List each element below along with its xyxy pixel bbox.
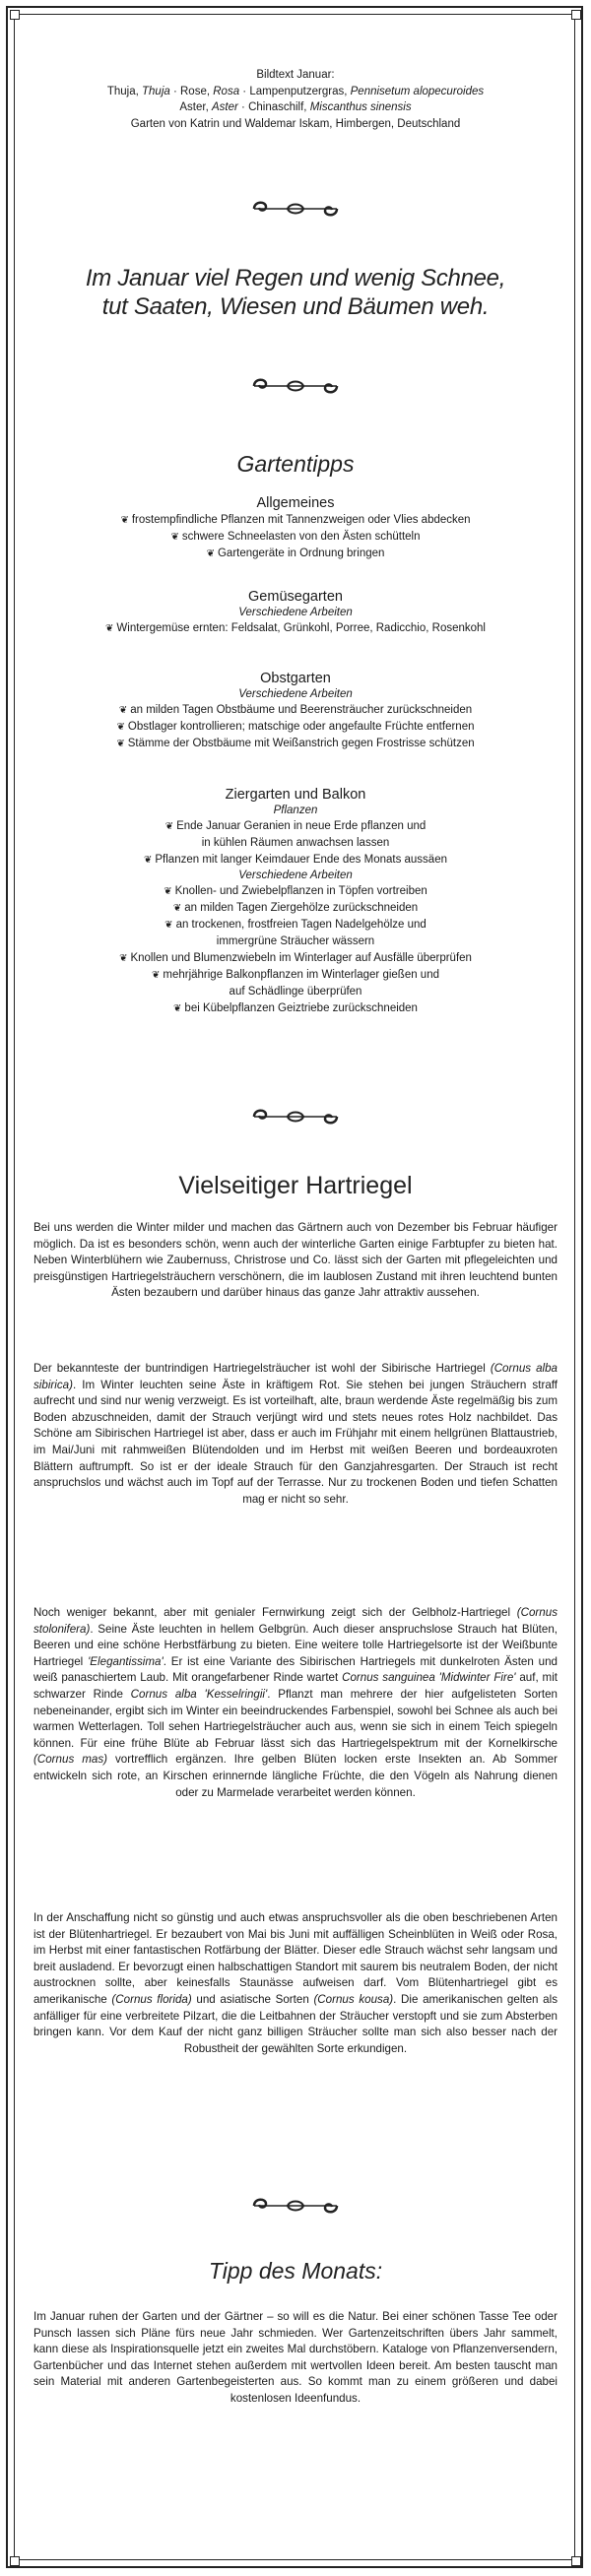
tip-text: Obstlager kontrollieren; matschige oder angefaulte Früchte entfernen bbox=[127, 721, 475, 733]
italic-text: Pennisetum alopecuroides bbox=[350, 85, 485, 97]
text-run: · Lampenputzergras, bbox=[239, 85, 351, 97]
caption-credit: Garten von Katrin und Waldemar Iskam, Himbergen, Deutschland bbox=[130, 117, 461, 130]
tip-list-item bbox=[24, 934, 567, 950]
proverb-line-2: tut Saaten, Wiesen und Bäumen weh. bbox=[101, 293, 490, 320]
tip-text: Knollen- und Zwiebelpflanzen in Töpfen vortreiben bbox=[174, 885, 427, 897]
leaf-bullet-icon: ❦ bbox=[119, 953, 128, 964]
tip-list-item bbox=[24, 719, 567, 736]
tip-list-item bbox=[24, 529, 567, 546]
text-run: . Er ist eine Variante des Sibirischen Hartriegels mit dunkelroten Ästen und weiß panaschiertem Laub. Mit orangefarbener Rinde wartet bbox=[33, 1654, 558, 1685]
flourish-divider bbox=[246, 2194, 345, 2218]
article-paragraph-2 bbox=[33, 1361, 558, 1508]
tip-text: frostempfindliche Pflanzen mit Tannenzweigen oder Vlies abdecken bbox=[131, 514, 471, 526]
tip-list-item bbox=[24, 512, 567, 529]
corner-ornament bbox=[571, 10, 581, 20]
leaf-bullet-icon: ❦ bbox=[116, 722, 125, 733]
leaf-bullet-icon: ❦ bbox=[105, 623, 114, 634]
tip-list-item bbox=[24, 620, 567, 637]
tip-list-item bbox=[24, 984, 567, 1000]
section-subheading: Pflanzen bbox=[273, 805, 318, 816]
tip-list-item bbox=[24, 1000, 567, 1017]
italic-text: Cornus alba 'Kesselringii' bbox=[130, 1687, 268, 1701]
text-run: auf, mit schwarzer Rinde bbox=[33, 1671, 558, 1701]
corner-ornament bbox=[10, 2556, 20, 2566]
flourish-divider bbox=[246, 374, 345, 398]
flourish-divider bbox=[246, 1105, 345, 1128]
italic-text: (Cornus stolonifera) bbox=[33, 1606, 558, 1636]
caption-plants-line-1 bbox=[24, 84, 567, 100]
leaf-bullet-icon: ❦ bbox=[164, 886, 172, 897]
text-run: Der bekannteste der buntrindigen Hartriegelsträucher ist wohl der Sibirische Hartriegel bbox=[33, 1362, 491, 1375]
tip-list-item bbox=[24, 702, 567, 719]
tip-list-item bbox=[24, 736, 567, 752]
tip-text: in kühlen Räumen anwachsen lassen bbox=[201, 837, 390, 849]
text-run: Noch weniger bekannt, aber mit genialer Fernwirkung zeigt sich der Gelbholz-Hartriegel bbox=[33, 1606, 517, 1619]
tip-text: an milden Tagen Ziergehölze zurückschneiden bbox=[184, 902, 419, 914]
text-run: · Chinaschilf, bbox=[237, 101, 310, 113]
section-allgemeines bbox=[24, 494, 567, 562]
section-heading: Obstgarten bbox=[260, 671, 331, 686]
flourish-divider bbox=[246, 197, 345, 221]
leaf-bullet-icon: ❦ bbox=[206, 548, 215, 559]
article-paragraph-4 bbox=[33, 1910, 558, 2057]
text-run: In der Anschaffung nicht so günstig und auch etwas anspruchsvoller als die oben beschriebenen Arten ist der Blütenhartriegel. Er bezaubert von Mai bis Juni mit auffälligen Scheinblüten in Weiß oder Rosa, im Herbst mit einer fantastischen Rotfärbung der Blätter. Dieser edle Strauch wächst sehr langsam und breit ausladend. Er bevorzugt einen halbschattigen Standort mit saurem bis neutralem Boden, der nicht austrocknen sollte, aber keinesfalls Staunässe aufweisen darf. Vom Blütenhartriegel gibt es amerikanische bbox=[33, 1911, 558, 2006]
italic-text: Aster bbox=[212, 101, 238, 113]
tipp-title: Tipp des Monats: bbox=[208, 2258, 383, 2284]
italic-text: (Cornus kousa) bbox=[313, 1992, 394, 2006]
tip-text: Gartengeräte in Ordnung bringen bbox=[217, 547, 385, 559]
leaf-bullet-icon: ❦ bbox=[164, 920, 173, 931]
weather-proverb bbox=[24, 264, 567, 321]
image-caption bbox=[24, 67, 567, 132]
leaf-bullet-icon: ❦ bbox=[151, 970, 161, 981]
article-paragraph-3 bbox=[33, 1605, 558, 1801]
italic-text: (Cornus florida) bbox=[111, 1992, 192, 2006]
leaf-bullet-icon: ❦ bbox=[143, 855, 153, 866]
caption-plants-line-2 bbox=[24, 99, 567, 116]
tip-text: bei Kübelpflanzen Geiztriebe zurückschneiden bbox=[184, 1002, 418, 1014]
section-subheading: Verschiedene Arbeiten bbox=[238, 869, 353, 881]
section-heading: Ziergarten und Balkon bbox=[225, 787, 366, 803]
tipp-text: Im Januar ruhen der Garten und der Gärtner – so will es die Natur. Bei einer schönen Tasse Tee oder Punsch lassen sich Pläne fürs neue Jahr schmieden. Wer Gartenzeitschriften übers Jahr sammelt, kann diese als Inspirationsquelle jetzt ein zweites Mal durchstöbern. Kataloge von Pflanzenversendern, Gartenbücher und das Internet stehen außerdem mit wertvollen Ideen bereit. Am besten tauscht man sein Material mit anderen Gartenbegeisterten aus. So kommt man zu einem größeren und dabei kostenlosen Ideenfundus. bbox=[33, 2310, 558, 2405]
leaf-bullet-icon: ❦ bbox=[116, 739, 125, 749]
leaf-bullet-icon: ❦ bbox=[118, 705, 128, 716]
tip-list-item bbox=[24, 835, 567, 852]
tip-list-item bbox=[24, 967, 567, 984]
italic-text: 'Elegantissima' bbox=[88, 1654, 164, 1668]
tip-list-item bbox=[24, 818, 567, 835]
tip-text: Ende Januar Geranien in neue Erde pflanzen und bbox=[176, 820, 427, 832]
section-subheading: Verschiedene Arbeiten bbox=[238, 688, 353, 700]
text-run: . Die amerikanischen gelten als anfälliger für eine verbreitete Pilzart, die die Leitbahnen der Sträucher verstopft und sie zum Absterben bringen kann. Vor dem Kauf der nicht ganz billigen Sträucher sollte man sich also besser nach der Robustheit der gewählten Sorte erkundigen. bbox=[33, 1992, 558, 2055]
text-run: Aster, bbox=[179, 101, 212, 113]
tip-text: Wintergemüse ernten: Feldsalat, Grünkohl, Porree, Radicchio, Rosenkohl bbox=[116, 622, 486, 634]
tip-list-item bbox=[24, 917, 567, 934]
tip-list-item bbox=[24, 852, 567, 869]
tip-text: Stämme der Obstbäume mit Weißanstrich gegen Frostrisse schützen bbox=[127, 738, 475, 749]
leaf-bullet-icon: ❦ bbox=[170, 532, 179, 543]
section-heading: Gemüsegarten bbox=[248, 589, 343, 605]
tip-text: mehrjährige Balkonpflanzen im Winterlager gießen und bbox=[163, 969, 439, 981]
text-run: . Pflanzt man mehrere der hier aufgelisteten Sorten nebeneinander, ergibt sich im Winter ein beeindruckendes Farbenspiel, sowohl bei Schnee als auch bei warmen Wetterlagen. Toll sehen Hartriegelsträucher auch aus, wenn sie sich in einem Teich spiegeln können. Für eine frühe Blüte ab Februar lässt sich das Hartriegelspektrum mit der Kornelkirsche bbox=[33, 1687, 558, 1750]
tip-list-item bbox=[24, 900, 567, 917]
tip-text: schwere Schneelasten von den Ästen schütteln bbox=[181, 531, 421, 543]
tip-text: an milden Tagen Obstbäume und Beerensträucher zurückschneiden bbox=[130, 704, 473, 716]
tip-list-item bbox=[24, 883, 567, 900]
tip-text: auf Schädlinge überprüfen bbox=[229, 986, 362, 998]
article-paragraph-1: Bei uns werden die Winter milder und machen das Gärtnern auch von Dezember bis Februar häufiger möglich. Da ist es besonders schön, wenn auch der winterliche Garten einige Farbtupfer zu bieten hat. Neben Winterblühern wie Zaubernuss, Christrose und Co. lässt sich der Garten mit pflegeleichten und preisgünstigen Hartriegelsträuchern verschönern, die im laublosen Zustand mit ihren leuchtend bunten Ästen bezaubern und darüber hinaus das ganze Jahr attraktiv aussehen. bbox=[33, 1221, 558, 1300]
corner-ornament bbox=[10, 10, 20, 20]
leaf-bullet-icon: ❦ bbox=[172, 903, 182, 914]
proverb-line-1: Im Januar viel Regen und wenig Schnee, bbox=[85, 265, 506, 291]
section-subheading: Verschiedene Arbeiten bbox=[238, 607, 353, 618]
italic-text: (Cornus mas) bbox=[33, 1753, 107, 1767]
caption-heading: Bildtext Januar: bbox=[256, 69, 335, 81]
section-ziergarten bbox=[24, 786, 567, 1017]
section-heading: Allgemeines bbox=[256, 495, 335, 511]
text-run: · Rose, bbox=[169, 85, 214, 97]
section-obstgarten bbox=[24, 670, 567, 752]
tip-text: Knollen und Blumenzwiebeln im Winterlager auf Ausfälle überprüfen bbox=[130, 952, 472, 964]
gartentipps-title: Gartentipps bbox=[236, 451, 355, 477]
text-run: Thuja, bbox=[106, 85, 142, 97]
tip-text: Pflanzen mit langer Keimdauer Ende des Monats aussäen bbox=[155, 854, 447, 866]
italic-text: Cornus sanguinea 'Midwinter Fire' bbox=[342, 1671, 516, 1685]
text-run: und asiatische Sorten bbox=[191, 1992, 314, 2006]
leaf-bullet-icon: ❦ bbox=[120, 515, 129, 526]
text-run: vortrefflich ergänzen. Ihre gelben Blüten locken erste Insekten an. Ab Sommer entwickeln sich rote, an Kirschen erinnernde längliche Früchte, die den Vögeln als Nahrung dienen oder zu Marmelade verarbeitet werden können. bbox=[33, 1753, 558, 1799]
corner-ornament bbox=[571, 2556, 581, 2566]
italic-text: Thuja bbox=[142, 85, 170, 97]
leaf-bullet-icon: ❦ bbox=[173, 1003, 182, 1014]
leaf-bullet-icon: ❦ bbox=[164, 821, 174, 832]
section-gemuesegarten bbox=[24, 588, 567, 637]
tip-list-item bbox=[24, 546, 567, 562]
tip-list-item bbox=[24, 950, 567, 967]
article-title: Vielseitiger Hartriegel bbox=[178, 1172, 413, 1199]
text-run: . Seine Äste leuchten in hellem Gelbgrün. Auch dieser anspruchslose Strauch hat Blüten, Beeren und eine schöne Herbstfärbung zu bieten. Eine weitere tolle Hartriegelsorte ist der Weißbunte Hartriegel bbox=[33, 1622, 558, 1668]
italic-text: (Cornus alba sibirica) bbox=[33, 1362, 558, 1391]
italic-text: Miscanthus sinensis bbox=[309, 101, 412, 113]
text-run: . Im Winter leuchten seine Äste in kräftigem Rot. Sie stehen bei jungen Sträuchern straff aufrecht und sind nur wenig verzweigt. Es ist vorteilhaft, alte, braun werdende Äste regelmäßig bis zum Boden abzuschneiden, damit der Strauch verjüngt wird und stets neues rotes Holz nachbildet. Das Schöne am Sibirischen Hartriegel ist aber, dass er auch im Frühjahr mit einem hellgrünen Blattaustrieb, im Mai/Juni mit rahmweißen Blütendolden und im Herbst mit weißen Beeren und bordeauxroten Blättern auftrumpft. So ist er der ideale Strauch für den Ganzjahresgarten. Der Strauch ist recht anspruchslos und wächst auch im Topf auf der Terrasse. Nur zu trockenen Boden und tiefen Schatten mag er nicht so sehr. bbox=[33, 1378, 558, 1506]
tip-text: an trockenen, frostfreien Tagen Nadelgehölze und bbox=[175, 919, 427, 931]
tip-text: immergrüne Sträucher wässern bbox=[216, 935, 375, 947]
italic-text: Rosa bbox=[213, 85, 240, 97]
